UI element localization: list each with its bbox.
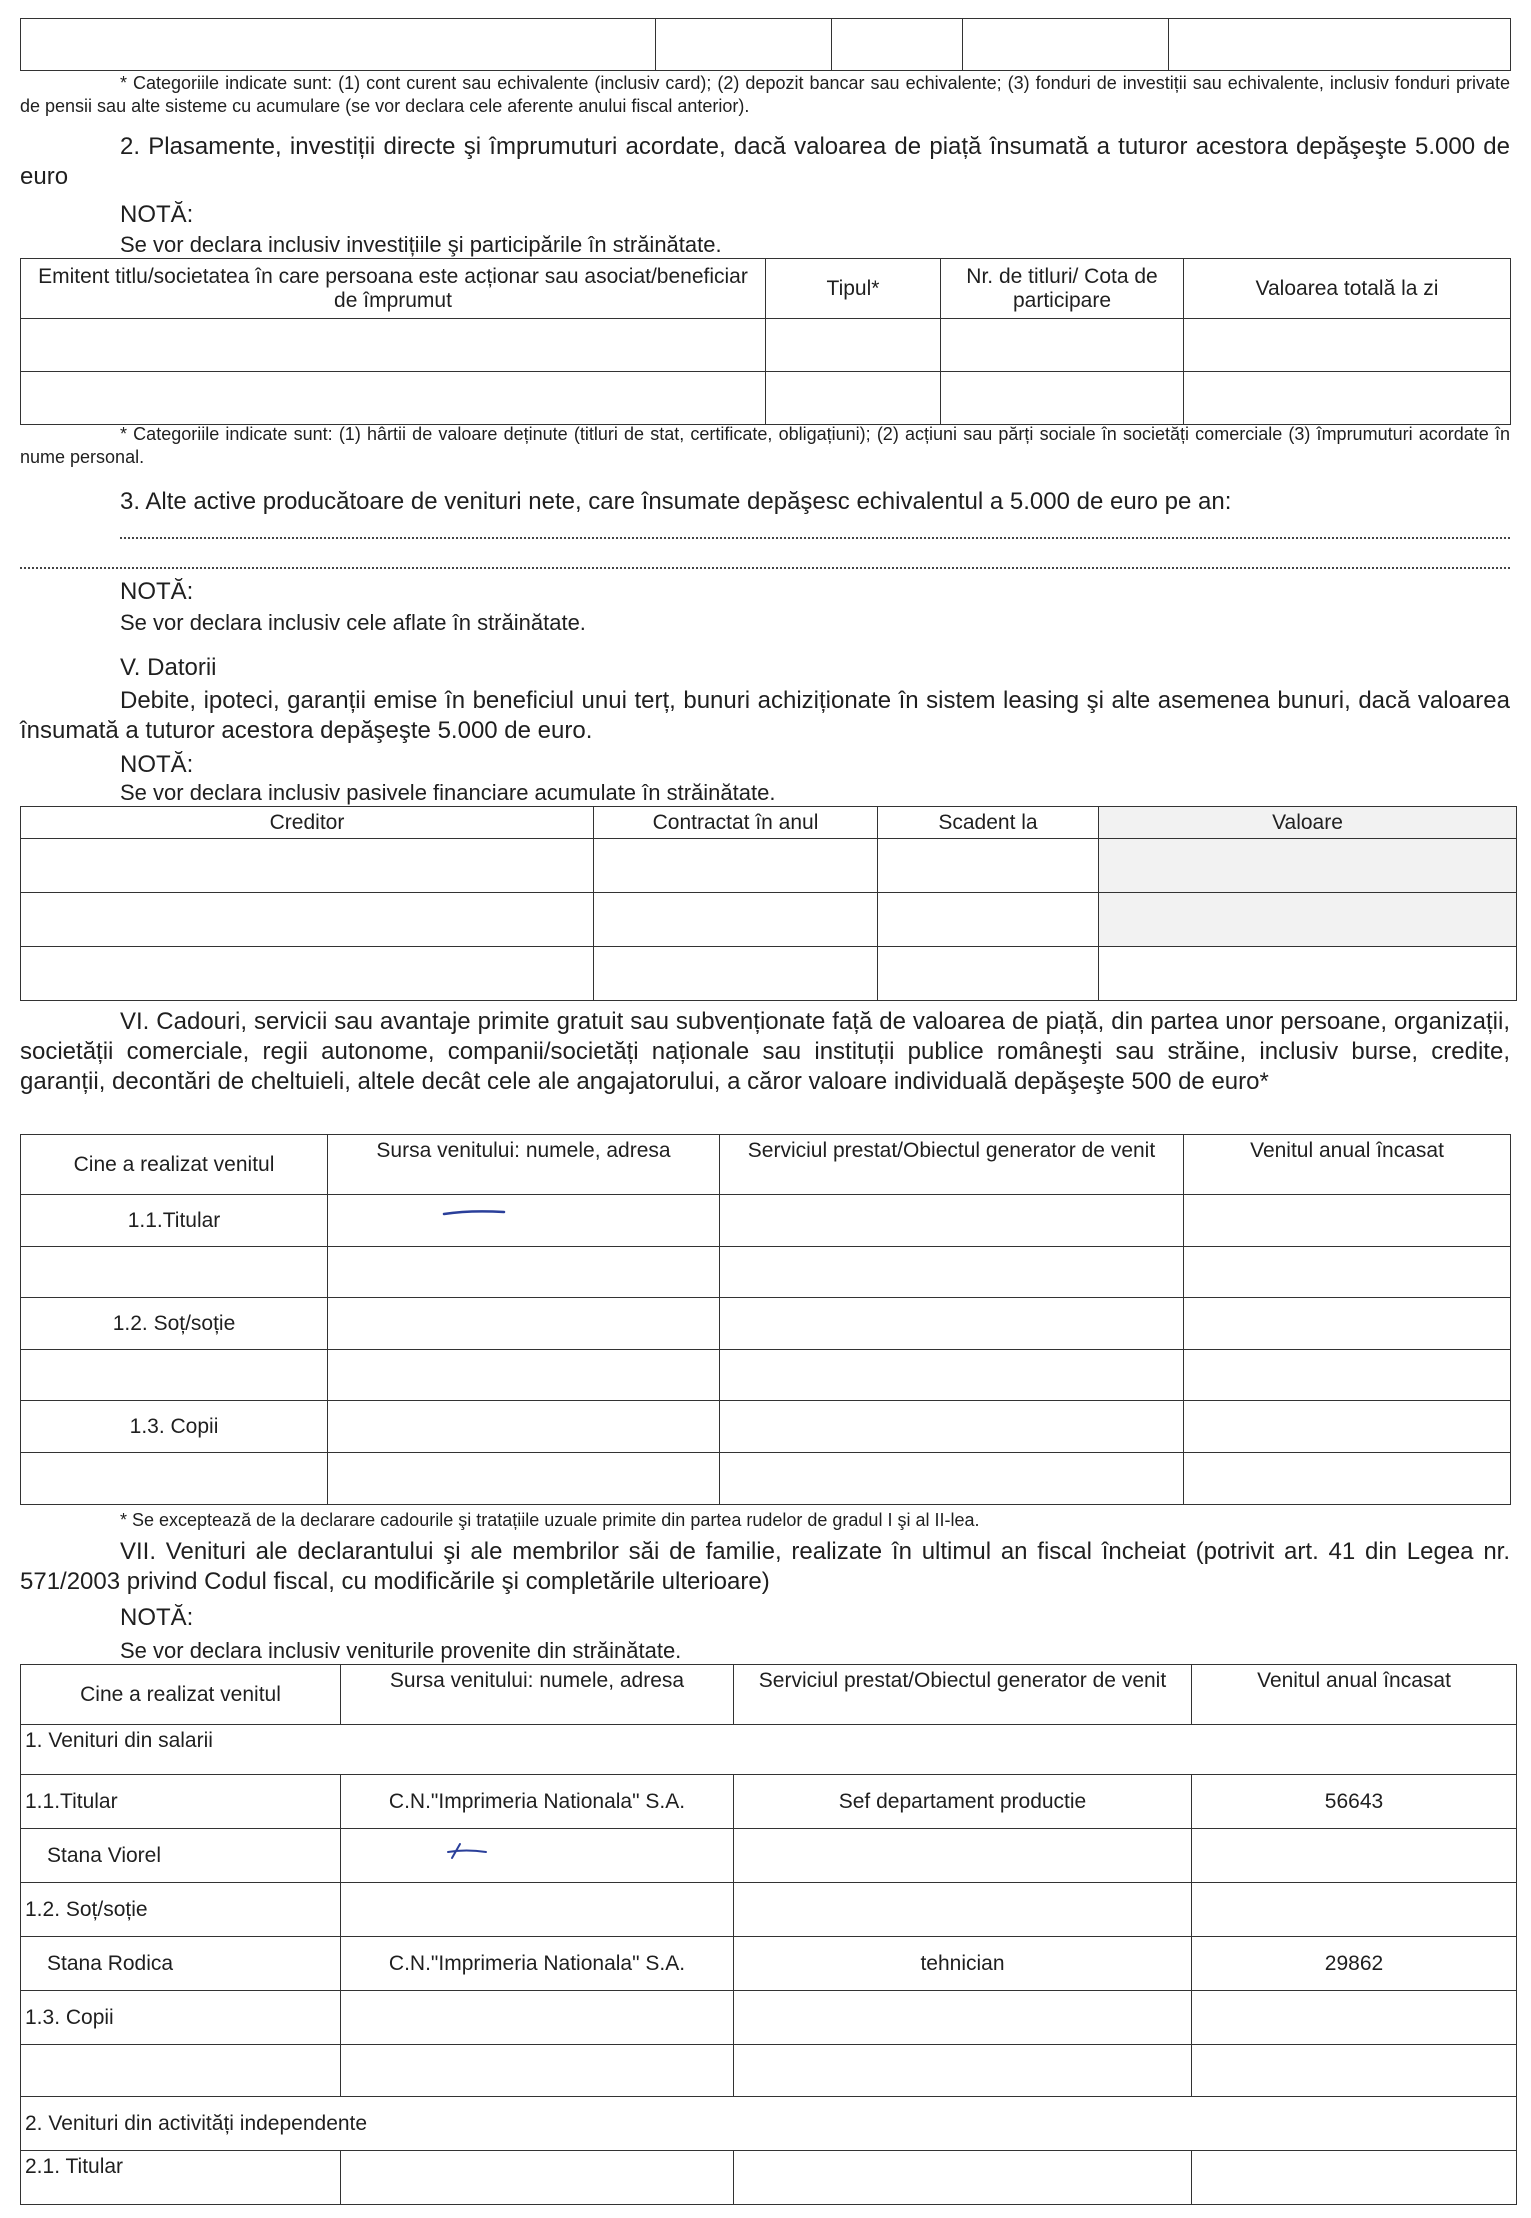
row-source: C.N."Imprimeria Nationala" S.A. — [341, 1775, 734, 1829]
col-header-sursa: Sursa venitului: numele, adresa — [341, 1665, 734, 1725]
row-service: tehnician — [734, 1937, 1192, 1991]
col-header-tip: Tipul* — [766, 259, 941, 319]
dotted-line — [120, 537, 1510, 539]
section3-nota-label: NOTĂ: — [120, 578, 194, 605]
income-table — [20, 1664, 1517, 2205]
section3-heading: 3. Alte active producătoare de venituri nete, care însumate depăşesc echivalentul a 5.000 de euro pe an: — [120, 488, 1232, 515]
row-who: 1.3. Copii — [21, 1991, 341, 2045]
table-row — [21, 1829, 1517, 1883]
table-row — [21, 1247, 1511, 1298]
table-row — [21, 2045, 1517, 2097]
group-row — [21, 2097, 1517, 2151]
row-label: 1.1.Titular — [21, 1195, 328, 1247]
gifts-table — [20, 1134, 1511, 1505]
table-row — [21, 1298, 1511, 1350]
table-row — [21, 1775, 1517, 1829]
row-service — [734, 1883, 1192, 1937]
row-who: Stana Rodica — [21, 1937, 341, 1991]
row-income — [1192, 1883, 1517, 1937]
section7-text: VII. Venituri ale declarantului şi ale membrilor săi de familie, realizate în ultimul an fiscal încheiat (potrivit art. 41 din Legea nr. 571/2003 privind Codul fiscal, cu modificările şi completările ulterioare) — [20, 1538, 1510, 1595]
row-service — [734, 1991, 1192, 2045]
row-label: 1.3. Copii — [21, 1401, 328, 1453]
dotted-line — [20, 567, 1510, 569]
section2-nota-text: Se vor declara inclusiv investițiile şi participările în străinătate. — [120, 232, 722, 257]
table-row — [21, 1937, 1517, 1991]
debts-table — [20, 806, 1517, 1001]
row-who: 2.1. Titular — [21, 2151, 341, 2205]
section7-nota-label: NOTĂ: — [120, 1604, 194, 1631]
table-row — [21, 947, 1517, 1001]
col-header-cine: Cine a realizat venitul — [21, 1665, 341, 1725]
col-header-emitent: Emitent titlu/societatea în care persoana este acționar sau asociat/beneficiar de împrumut — [21, 259, 766, 319]
row-source — [341, 1829, 734, 1883]
section6-footnote: * Se exceptează de la declarare cadourile şi tratațiile uzuale primite din partea rudelor de gradul I şi al II-lea. — [120, 1510, 980, 1530]
group-row — [21, 1725, 1517, 1775]
col-header-serviciu: Serviciul prestat/Obiectul generator de venit — [720, 1135, 1184, 1195]
table-row — [21, 1991, 1517, 2045]
section7-nota-text: Se vor declara inclusiv veniturile provenite din străinătate. — [120, 1638, 682, 1663]
col-header-cine: Cine a realizat venitul — [21, 1135, 328, 1195]
section6-text: VI. Cadouri, servicii sau avantaje primite gratuit sau subvenționate față de valoarea de piață, din partea unor persoane, organizații, societății comerciale, regii autonome, companii/societăți naționale sau instituții publice româneşti sau străine, inclusiv burse, credite, garanții, decontări de cheltuieli, altele decât cele ale angajatorului, a căror valoare individuală depăşeşte 500 de euro* — [20, 1008, 1510, 1095]
group-label-independente: 2. Venituri din activități independente — [21, 2097, 1517, 2151]
col-header-contractat: Contractat în anul — [594, 807, 878, 839]
row-who — [21, 2045, 341, 2097]
table-row — [21, 1195, 1511, 1247]
table-row — [21, 1883, 1517, 1937]
section2-nota-label: NOTĂ: — [120, 201, 194, 228]
handwritten-scribble — [446, 1840, 490, 1862]
table-row — [21, 893, 1517, 947]
section5-title: V. Datorii — [120, 654, 217, 681]
row-income — [1192, 1829, 1517, 1883]
col-header-valoare: Valoarea totală la zi — [1184, 259, 1511, 319]
row-service — [734, 1829, 1192, 1883]
row-income: 29862 — [1192, 1937, 1517, 1991]
row-income: 56643 — [1192, 1775, 1517, 1829]
investments-table — [20, 258, 1511, 425]
col-header-sursa: Sursa venitului: numele, adresa — [328, 1135, 720, 1195]
section5-nota-label: NOTĂ: — [120, 751, 194, 778]
col-header-venit: Venitul anual încasat — [1192, 1665, 1517, 1725]
table-row — [21, 1453, 1511, 1505]
row-income — [1192, 1991, 1517, 2045]
section5-text: Debite, ipoteci, garanții emise în beneficiul unui terț, bunuri achiziționate în sistem leasing şi alte asemenea bunuri, dacă valoarea însumată a tuturor acestora depăşeşte 5.000 de euro. — [20, 687, 1510, 744]
row-source — [341, 2045, 734, 2097]
col-header-valoare: Valoare — [1099, 807, 1517, 839]
row-who: Stana Viorel — [21, 1829, 341, 1883]
assets-table-tail — [20, 18, 1511, 71]
section2-footnote: * Categoriile indicate sunt: (1) hârtii de valoare deținute (titluri de stat, certificate, obligațiuni); (2) acțiuni sau părți sociale în societăți comerciale (3) împrumuturi acordate în nume personal. — [20, 424, 1510, 467]
table-row — [21, 1350, 1511, 1401]
col-header-titluri: Nr. de titluri/ Cota de participare — [941, 259, 1184, 319]
top-footnote: * Categoriile indicate sunt: (1) cont curent sau echivalente (inclusiv card); (2) depozit bancar sau echivalente; (3) fonduri de investiții sau echivalente, inclusiv fonduri private de pensii sau alte sisteme cu acumulare (se vor declara cele aferente anului fiscal anterior). — [20, 73, 1510, 116]
section2-heading: 2. Plasamente, investiții directe şi împrumuturi acordate, dacă valoarea de piață însumată a tuturor acestora depăşeşte 5.000 de euro — [20, 133, 1510, 190]
row-who: 1.2. Soț/soție — [21, 1883, 341, 1937]
col-header-serviciu: Serviciul prestat/Obiectul generator de venit — [734, 1665, 1192, 1725]
group-label-salarii: 1. Venituri din salarii — [21, 1725, 1517, 1775]
table-row — [21, 2151, 1517, 2205]
row-income — [1192, 2045, 1517, 2097]
row-label: 1.2. Soț/soție — [21, 1298, 328, 1350]
row-source: C.N."Imprimeria Nationala" S.A. — [341, 1937, 734, 1991]
row-who: 1.1.Titular — [21, 1775, 341, 1829]
col-header-scadent: Scadent la — [878, 807, 1099, 839]
col-header-creditor: Creditor — [21, 807, 594, 839]
col-header-venit: Venitul anual încasat — [1184, 1135, 1511, 1195]
handwritten-dash — [440, 1204, 510, 1220]
table-row — [21, 319, 1511, 372]
section5-nota-text: Se vor declara inclusiv pasivele financiare acumulate în străinătate. — [120, 780, 776, 805]
table-row — [21, 1401, 1511, 1453]
table-row — [21, 839, 1517, 893]
row-source — [341, 1883, 734, 1937]
row-service — [734, 2045, 1192, 2097]
section3-nota-text: Se vor declara inclusiv cele aflate în străinătate. — [120, 610, 586, 635]
table-row — [21, 372, 1511, 425]
row-service: Sef departament productie — [734, 1775, 1192, 1829]
row-source — [341, 1991, 734, 2045]
